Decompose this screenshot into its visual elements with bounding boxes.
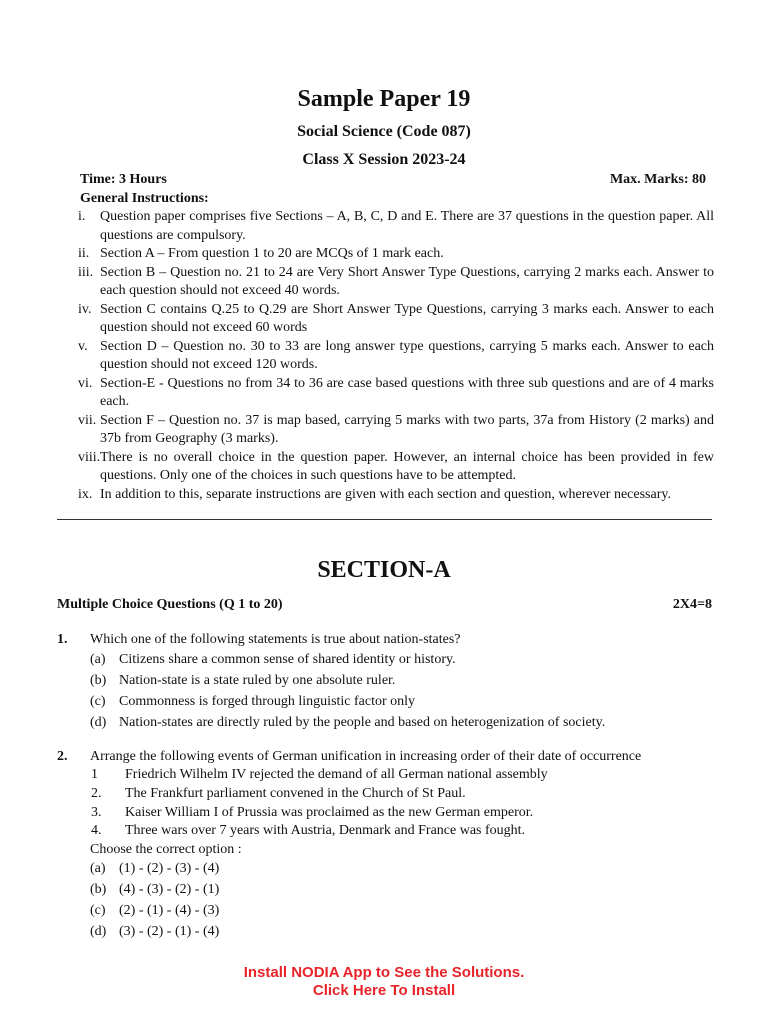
option-label: (a) (90, 861, 106, 876)
option-label: (d) (90, 924, 107, 939)
option-label: (a) (90, 652, 106, 667)
instruction-item: ix. In addition to this, separate instructions are given with each section and question, wherever necessary. (78, 486, 671, 502)
install-app-link[interactable]: Install NODIA App to See the Solutions. (243, 964, 525, 981)
event-text: The Frankfurt parliament convened in the Church of St Paul. (125, 786, 466, 801)
section-marks: 2X4=8 (672, 597, 712, 612)
option-label: (d) (90, 715, 107, 730)
event-label: 3. (91, 805, 102, 820)
instruction-item: v. Section D – Question no. 30 to 33 are long answer type questions, carrying 5 marks each. Answer to each question should not exceed 120 words. (78, 338, 714, 372)
question-text: Which one of the following statements is true about nation-states? (90, 632, 461, 647)
instruction-item: iv. Section C contains Q.25 to Q.29 are Short Answer Type Questions, carrying 3 marks each. Answer to each question should not exceed 60 words (78, 301, 714, 335)
option-text: (1) - (2) - (3) - (4) (119, 861, 220, 876)
event-text: Friedrich Wilhelm IV rejected the demand of all German national assembly (125, 767, 548, 782)
option-text: (4) - (3) - (2) - (1) (119, 882, 220, 897)
event-label: 1 (91, 767, 98, 782)
paper-title: Sample Paper 19 (297, 86, 471, 112)
question-text: Arrange the following events of German unification in increasing order of their date of occurrence (90, 749, 642, 764)
option-label: (b) (90, 673, 107, 688)
subject-line: Social Science (Code 087) (297, 123, 471, 140)
instructions-list (78, 208, 714, 504)
instruction-item: vii. Section F – Question no. 37 is map based, carrying 5 marks with two parts, 37a from History (2 marks) and 37b from Geography (3 marks). (78, 412, 714, 446)
event-text: Kaiser William I of Prussia was proclaimed as the new German emperor. (125, 805, 534, 820)
time-label: Time: 3 Hours (80, 172, 167, 187)
question-number: 1. (57, 632, 68, 647)
option-text: Commonness is forged through linguistic factor only (119, 694, 416, 709)
option-text: (2) - (1) - (4) - (3) (119, 903, 220, 918)
option-label: (c) (90, 903, 106, 918)
section-subheading: Multiple Choice Questions (Q 1 to 20) (57, 597, 283, 612)
divider (57, 519, 712, 520)
event-text: Three wars over 7 years with Austria, Denmark and France was fought. (125, 823, 526, 838)
option-text: (3) - (2) - (1) - (4) (119, 924, 220, 939)
instruction-item: iii. Section B – Question no. 21 to 24 are Very Short Answer Type Questions, carrying 2 marks each. Answer to each question should not exceed 40 words. (78, 264, 714, 298)
option-label: (b) (90, 882, 107, 897)
event-label: 2. (91, 786, 102, 801)
question-number: 2. (57, 749, 68, 764)
click-to-install-link[interactable]: Click Here To Install (312, 982, 456, 999)
instruction-item: i. Question paper comprises five Sections – A, B, C, D and E. There are 37 questions in the question paper. All questions are compulsory. (78, 209, 714, 243)
instruction-item: viii. There is no overall choice in the question paper. However, an internal choice has been provided in few questions. Only one of the choices in such questions have to be attempted. (78, 449, 714, 483)
session-line: Class X Session 2023-24 (302, 151, 466, 168)
choose-option-text: Choose the correct option : (90, 842, 242, 857)
option-text: Citizens share a common sense of shared identity or history. (119, 652, 456, 667)
section-heading: SECTION-A (317, 557, 451, 583)
event-label: 4. (91, 823, 102, 838)
option-text: Nation-states are directly ruled by the people and based on heterogenization of society. (119, 715, 606, 730)
max-marks-label: Max. Marks: 80 (609, 172, 706, 187)
instruction-item: ii. Section A – From question 1 to 20 are MCQs of 1 mark each. (78, 246, 444, 261)
option-text: Nation-state is a state ruled by one absolute ruler. (119, 673, 396, 688)
instruction-item: vi. Section-E - Questions no from 34 to 36 are case based questions with three sub questions and are of 4 marks each. (78, 375, 714, 409)
instructions-heading: General Instructions: (80, 191, 209, 206)
option-label: (c) (90, 694, 106, 709)
